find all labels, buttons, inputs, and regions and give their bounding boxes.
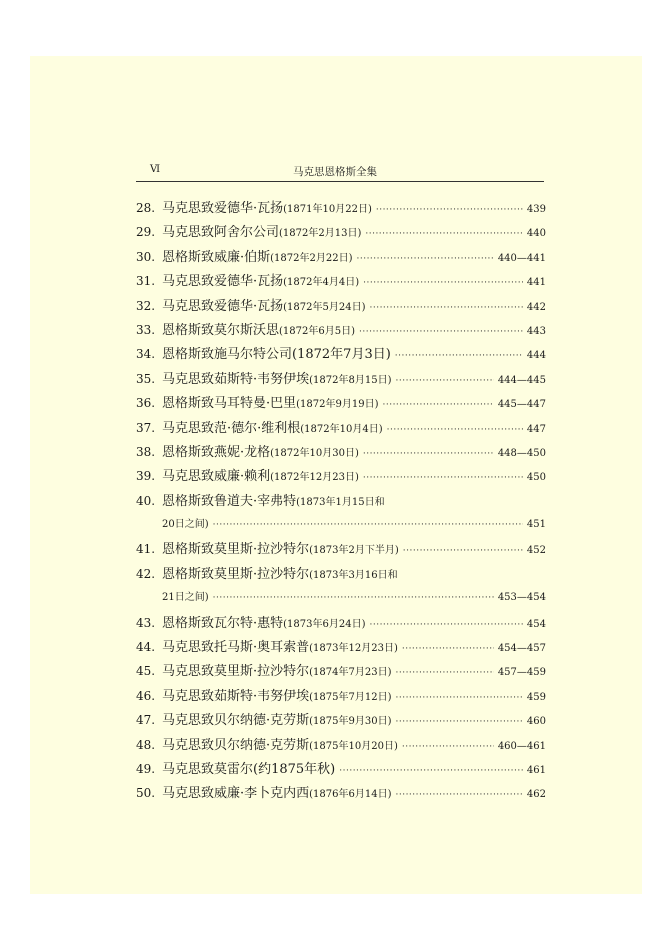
entry-date: (1873年3月16日和 — [309, 569, 398, 581]
entry-page-number: 442 — [526, 301, 546, 313]
entry-title: 马克思致贝尔纳德·克劳斯 — [162, 713, 310, 729]
dot-leader — [395, 344, 523, 368]
entry-number: 32. — [136, 298, 156, 313]
entry-number: 50. — [136, 786, 156, 801]
toc-entry — [136, 269, 546, 293]
entry-date: (1872年10月4日) — [300, 423, 383, 435]
entry-number: 28. — [136, 201, 156, 215]
toc-entry — [136, 342, 546, 366]
dot-leader — [359, 320, 523, 344]
entry-number: 31. — [136, 274, 156, 289]
entry-page-number: 450 — [526, 472, 546, 484]
toc-entry — [136, 733, 546, 757]
header-rule — [136, 181, 544, 182]
entry-date: (1873年2月下半月) — [309, 545, 399, 557]
entry-number: 38. — [136, 444, 156, 459]
toc-entry — [136, 440, 546, 464]
entry-number: 35. — [136, 371, 156, 386]
entry-number: 44. — [136, 640, 156, 655]
entry-number: 49. — [136, 761, 156, 776]
entry-date: (1872年7月3日) — [292, 347, 391, 363]
entry-date-continued: 21日之间) — [162, 592, 209, 604]
entry-date: (1875年9月30日) — [309, 716, 392, 728]
dot-leader — [395, 686, 522, 710]
toc-entry — [136, 294, 546, 318]
entry-date: (1872年4月4日) — [283, 277, 360, 289]
entry-date: (1871年10月22日) — [283, 204, 372, 215]
entry-page-number: 447 — [526, 423, 546, 435]
entry-page-number: 441 — [526, 277, 546, 289]
dot-leader — [382, 393, 493, 417]
entry-date: (1875年7月12日) — [309, 691, 392, 703]
entry-page-number: 454—457 — [497, 643, 546, 655]
entry-title: 马克思致莫雷尔 — [162, 761, 254, 777]
entry-page-number: 460—461 — [497, 740, 546, 752]
toc-entry — [136, 635, 546, 659]
entry-date-continued: 20日之间) — [162, 519, 209, 531]
entry-page-number: 443 — [526, 325, 546, 337]
entry-number: 34. — [136, 347, 156, 362]
entry-number: 39. — [136, 469, 156, 484]
entry-page-number: 457—459 — [497, 667, 546, 679]
toc-entry — [136, 245, 546, 269]
entry-number: 46. — [136, 688, 156, 703]
entry-date: (约1875年秋) — [253, 761, 336, 777]
entry-number: 41. — [136, 542, 156, 557]
entry-title: 马克思致阿舍尔公司 — [162, 225, 280, 241]
entry-date: (1872年12月23日) — [270, 472, 359, 484]
running-title: 马克思恩格斯全集 — [293, 166, 377, 178]
entry-page-number: 460 — [526, 716, 546, 728]
entry-number: 36. — [136, 396, 156, 411]
toc-entry — [136, 781, 546, 805]
dot-leader — [363, 271, 523, 295]
entry-page-number: 439 — [526, 204, 546, 215]
entry-date: (1872年2月22日) — [270, 252, 353, 264]
toc-entry — [136, 220, 546, 244]
toc-entry — [136, 659, 546, 683]
entry-number: 30. — [136, 249, 156, 264]
entry-page-number: 444—445 — [497, 374, 546, 386]
dot-leader — [395, 369, 493, 393]
entry-number: 29. — [136, 225, 156, 240]
entry-date: (1876年6月14日) — [309, 789, 392, 801]
entry-title: 恩格斯致莫里斯·拉沙特尔 — [162, 566, 310, 582]
entry-number: 37. — [136, 420, 156, 435]
entry-title: 马克思致爱德华·瓦扬 — [162, 201, 284, 216]
entry-number: 48. — [136, 737, 156, 752]
dot-leader — [395, 661, 493, 685]
entry-number: 33. — [136, 322, 156, 337]
toc-entry — [136, 611, 546, 635]
toc-entry — [136, 367, 546, 391]
entry-title: 马克思致莫里斯·拉沙特尔 — [162, 664, 310, 680]
dot-leader — [356, 247, 493, 271]
entry-title: 马克思致威廉·李卜克内西 — [162, 786, 310, 802]
entry-date: (1875年10月20日) — [309, 740, 398, 752]
entry-title: 马克思致爱德华·瓦扬 — [162, 298, 284, 314]
dot-leader — [395, 710, 522, 734]
entry-page-number: 440 — [526, 228, 546, 240]
entry-title: 马克思致范·德尔·维利根 — [162, 420, 301, 436]
dot-leader — [402, 735, 494, 759]
entry-page-number: 462 — [526, 789, 546, 801]
entry-page-number: 453—454 — [497, 592, 546, 604]
entry-date: (1872年5月24日) — [283, 301, 366, 313]
toc-entry — [136, 537, 546, 561]
entry-title: 恩格斯致莫尔斯沃思 — [162, 322, 280, 338]
entry-title: 马克思致爱德华·瓦扬 — [162, 274, 284, 290]
entry-number: 45. — [136, 664, 156, 679]
entry-date: (1872年2月13日) — [279, 228, 362, 240]
entry-date: (1873年1月15日和 — [296, 496, 385, 508]
toc-entry — [136, 684, 546, 708]
entry-page-number: 445—447 — [497, 399, 546, 411]
entry-date: (1872年8月15日) — [309, 374, 392, 386]
toc-entry — [136, 562, 546, 586]
entry-page-number: 459 — [526, 691, 546, 703]
entry-number: 47. — [136, 713, 156, 728]
entry-page-number: 452 — [526, 545, 546, 557]
toc-entry — [136, 318, 546, 342]
entry-title: 马克思致托马斯·奥耳索普 — [162, 640, 310, 656]
entry-title: 恩格斯致马耳特曼·巴里 — [162, 396, 297, 412]
entry-number: 43. — [136, 615, 156, 630]
toc-entry — [136, 757, 546, 781]
entry-date: (1874年7月23日) — [309, 667, 392, 679]
dot-leader — [403, 539, 523, 563]
toc-entry — [136, 196, 546, 220]
entry-title: 恩格斯致瓦尔特·惠特 — [162, 615, 284, 631]
dot-leader — [369, 613, 522, 637]
dot-leader — [387, 418, 523, 442]
entry-title: 恩格斯致燕妮·龙格 — [162, 444, 271, 460]
toc-entry-continuation — [136, 513, 546, 537]
toc-entry — [136, 464, 546, 488]
entry-date: (1872年6月5日) — [279, 325, 355, 337]
entry-date: (1872年10月30日) — [270, 447, 359, 459]
dot-leader — [395, 783, 522, 807]
entry-title: 恩格斯致鲁道夫·宰弗特 — [162, 493, 297, 509]
entry-page-number: 448—450 — [497, 447, 546, 459]
entry-page-number: 454 — [526, 618, 546, 630]
entry-title: 恩格斯致威廉·伯斯 — [162, 249, 271, 265]
dot-leader — [339, 759, 523, 783]
entry-page-number: 444 — [526, 350, 546, 362]
dot-leader — [369, 296, 522, 320]
entry-date: (1872年9月19日) — [296, 399, 379, 411]
dot-leader — [213, 586, 494, 610]
dot-leader — [402, 637, 494, 661]
toc-entry — [136, 416, 546, 440]
dot-leader — [363, 442, 494, 466]
entry-number: 42. — [136, 566, 156, 581]
entry-title: 马克思致茹斯特·韦努伊埃 — [162, 688, 310, 704]
entry-title: 恩格斯致施马尔特公司 — [162, 347, 293, 363]
dot-leader — [363, 466, 523, 490]
entry-title: 马克思致茹斯特·韦努伊埃 — [162, 371, 310, 387]
toc-entry-continuation — [136, 586, 546, 610]
table-of-contents — [136, 196, 546, 806]
toc-entry — [136, 708, 546, 732]
entry-title: 马克思致威廉·赖利 — [162, 469, 271, 485]
toc-entry — [136, 489, 546, 513]
dot-leader — [365, 222, 523, 246]
toc-entry — [136, 391, 546, 415]
entry-page-number: 440—441 — [497, 252, 546, 264]
entry-date: (1873年6月24日) — [283, 618, 366, 630]
entry-title: 恩格斯致莫里斯·拉沙特尔 — [162, 542, 310, 558]
entry-page-number: 451 — [526, 519, 546, 531]
entry-number: 40. — [136, 493, 156, 508]
dot-leader — [376, 198, 523, 222]
page-folio: Ⅵ — [150, 164, 161, 175]
entry-date: (1873年12月23日) — [309, 643, 398, 655]
entry-title: 马克思致贝尔纳德·克劳斯 — [162, 737, 310, 753]
entry-page-number: 461 — [526, 764, 546, 776]
dot-leader — [213, 513, 523, 537]
